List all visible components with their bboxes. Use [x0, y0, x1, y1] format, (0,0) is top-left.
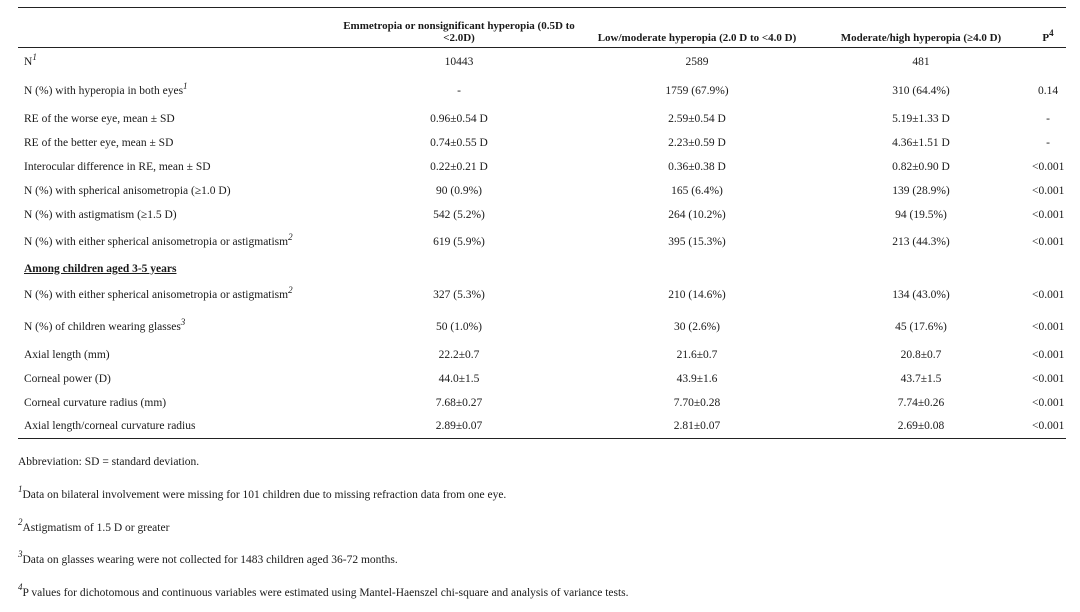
- footnote-2-mark: 2: [18, 517, 23, 527]
- cell-p-value: 0.14: [1037, 85, 1059, 97]
- row-label-footnote-mark: 1: [183, 81, 188, 91]
- cell-moderate-high: 310 (64.4%): [892, 85, 950, 97]
- header-emmetropia: Emmetropia or nonsignificant hyperopia (0.5D to <2.0D): [336, 8, 582, 48]
- cell-p-value: -: [1046, 112, 1050, 125]
- cell-moderate-high: 0.82±0.90 D: [892, 160, 950, 173]
- cell-moderate-high: 213 (44.3%): [892, 236, 950, 248]
- row-label-text: N (%) with hyperopia in both eyes: [24, 85, 184, 97]
- cell-emmetropia: 7.68±0.27: [435, 396, 483, 409]
- cell-p-value: <0.001: [1032, 372, 1065, 385]
- footnote-4-mark: 4: [18, 582, 23, 592]
- table-row: [18, 48, 1066, 76]
- section-title: Among children aged 3-5 years: [24, 262, 177, 275]
- row-label-text: Corneal power (D): [24, 372, 111, 385]
- cell-emmetropia: -: [457, 85, 461, 97]
- cell-low-moderate: 21.6±0.7: [676, 348, 718, 361]
- cell-moderate-high: 481: [912, 55, 930, 68]
- cell-moderate-high: 94 (19.5%): [895, 208, 947, 221]
- abbreviation-note: Abbreviation: SD = standard deviation.: [18, 456, 200, 468]
- header-moderate-high-hyperopia: Moderate/high hyperopia (≥4.0 D): [812, 8, 1030, 48]
- cell-emmetropia: 542 (5.2%): [433, 208, 485, 221]
- row-label: [18, 155, 336, 179]
- cell-emmetropia: 619 (5.9%): [433, 236, 485, 248]
- cell-moderate-high: 134 (43.0%): [892, 289, 950, 301]
- cell-p-value: <0.001: [1032, 320, 1065, 333]
- cell-low-moderate: 1759 (67.9%): [665, 85, 729, 97]
- cell-emmetropia: 90 (0.9%): [436, 184, 482, 197]
- row-label: [18, 367, 336, 391]
- footnote-3: [18, 549, 398, 566]
- table-row: [18, 391, 1066, 415]
- cell-emmetropia: 0.96±0.54 D: [430, 112, 488, 125]
- results-table: [18, 7, 1066, 439]
- table-header-row: [18, 8, 1066, 48]
- table-row: [18, 131, 1066, 155]
- cell-low-moderate: 7.70±0.28: [673, 396, 721, 409]
- cell-low-moderate: 2.59±0.54 D: [668, 112, 726, 125]
- cell-p-value: <0.001: [1032, 396, 1065, 409]
- cell-moderate-high: 4.36±1.51 D: [892, 136, 950, 149]
- footnote-2: [18, 517, 170, 534]
- table-row: [18, 107, 1066, 131]
- row-label-text: N (%) with either spherical anisometropia or astigmatism: [24, 236, 289, 248]
- header-label: [18, 8, 336, 48]
- table-row: [18, 415, 1066, 439]
- row-label-text: N (%) of children wearing glasses: [24, 320, 181, 333]
- row-label-text: Axial length (mm): [24, 348, 110, 361]
- table-row: [18, 343, 1066, 367]
- cell-p-value: <0.001: [1032, 348, 1065, 361]
- table-row: [18, 203, 1066, 227]
- cell-moderate-high: 139 (28.9%): [892, 184, 950, 197]
- footnote-4-text: P values for dichotomous and continuous variables were estimated using Mantel-Haenszel chi-square and analysis of variance tests.: [22, 587, 629, 599]
- cell-moderate-high: 43.7±1.5: [900, 372, 942, 385]
- row-label-text: N: [24, 55, 33, 68]
- row-label: [18, 311, 336, 343]
- row-label: [18, 203, 336, 227]
- row-label: [18, 343, 336, 367]
- cell-low-moderate: 30 (2.6%): [674, 320, 720, 333]
- row-label-footnote-mark: 2: [288, 285, 293, 295]
- cell-low-moderate: 2.23±0.59 D: [668, 136, 726, 149]
- cell-p-value: -: [1046, 136, 1050, 149]
- footnote-2-text: Astigmatism of 1.5 D or greater: [22, 522, 170, 534]
- row-label-text: N (%) with astigmatism (≥1.5 D): [24, 208, 177, 221]
- section-header-row: [18, 258, 1066, 280]
- cell-emmetropia: 327 (5.3%): [433, 289, 485, 301]
- row-label-text: Interocular difference in RE, mean ± SD: [24, 160, 211, 173]
- cell-p-value: [1030, 48, 1066, 76]
- cell-low-moderate: 2.81±0.07: [582, 415, 812, 439]
- header-p-value: [1030, 8, 1066, 48]
- row-label: [18, 48, 336, 76]
- table-row: [18, 367, 1066, 391]
- row-label-text: N (%) with spherical anisometropia (≥1.0 D): [24, 184, 231, 197]
- cell-low-moderate: 210 (14.6%): [668, 289, 726, 301]
- row-label-text: Corneal curvature radius (mm): [24, 396, 167, 409]
- cell-low-moderate: 0.36±0.38 D: [668, 160, 726, 173]
- cell-emmetropia: 2.89±0.07: [336, 415, 582, 439]
- cell-emmetropia: 0.22±0.21 D: [430, 160, 488, 173]
- row-label-text: RE of the better eye, mean ± SD: [24, 136, 174, 149]
- cell-emmetropia: 10443: [444, 55, 474, 68]
- cell-emmetropia: 0.74±0.55 D: [430, 136, 488, 149]
- table-row: [18, 280, 1066, 311]
- row-label: [18, 179, 336, 203]
- row-label: [18, 227, 336, 258]
- row-label: [18, 107, 336, 131]
- header-p-text: P: [1042, 32, 1050, 44]
- header-p-sup: 4: [1049, 28, 1054, 38]
- cell-p-value: <0.001: [1032, 184, 1065, 197]
- table-body: [18, 48, 1066, 439]
- cell-low-moderate: 264 (10.2%): [668, 208, 726, 221]
- row-label: [18, 280, 336, 311]
- footnote-3-text: Data on glasses wearing were not collected for 1483 children aged 36-72 months.: [22, 554, 398, 566]
- row-label-footnote-mark: 3: [180, 316, 186, 327]
- footnote-4: [18, 582, 629, 599]
- row-label-text: Axial length/corneal curvature radius: [24, 420, 196, 433]
- cell-p-value: <0.001: [1032, 289, 1065, 301]
- header-low-moderate-hyperopia: Low/moderate hyperopia (2.0 D to <4.0 D): [582, 8, 812, 48]
- cell-p-value: <0.001: [1032, 160, 1065, 173]
- row-label-footnote-mark: 2: [288, 232, 293, 242]
- footnote-1-mark: 1: [18, 484, 23, 494]
- cell-p-value: <0.001: [1032, 236, 1065, 248]
- row-label: [18, 131, 336, 155]
- cell-low-moderate: 165 (6.4%): [671, 184, 723, 197]
- cell-moderate-high: 2.69±0.08: [812, 415, 1030, 439]
- footnote-1: [18, 484, 507, 501]
- footnote-1-text: Data on bilateral involvement were missing for 101 children due to missing refraction data from one eye.: [22, 489, 507, 501]
- cell-moderate-high: 5.19±1.33 D: [892, 112, 950, 125]
- cell-emmetropia: 22.2±0.7: [438, 348, 480, 361]
- cell-p-value: <0.001: [1032, 208, 1065, 221]
- cell-low-moderate: 395 (15.3%): [668, 236, 726, 248]
- table-row: [18, 76, 1066, 107]
- row-label-text: N (%) with either spherical anisometropia or astigmatism: [24, 289, 289, 301]
- cell-p-value: <0.001: [1030, 415, 1066, 439]
- footnote-3-mark: 3: [18, 549, 23, 559]
- row-label: [18, 391, 336, 415]
- cell-low-moderate: 43.9±1.6: [676, 372, 718, 385]
- cell-emmetropia: 50 (1.0%): [436, 320, 482, 333]
- table-row: [18, 227, 1066, 258]
- cell-moderate-high: 20.8±0.7: [900, 348, 942, 361]
- row-label-text: RE of the worse eye, mean ± SD: [24, 112, 175, 125]
- cell-moderate-high: 7.74±0.26: [897, 396, 945, 409]
- cell-emmetropia: 44.0±1.5: [438, 372, 480, 385]
- results-table-container: [18, 7, 1066, 439]
- table-row: [18, 311, 1066, 343]
- row-label: [18, 415, 336, 439]
- cell-low-moderate: 2589: [685, 55, 709, 68]
- table-row: [18, 179, 1066, 203]
- table-row: [18, 155, 1066, 179]
- row-label-footnote-mark: 1: [32, 51, 37, 62]
- row-label: [18, 76, 336, 107]
- cell-moderate-high: 45 (17.6%): [895, 320, 947, 333]
